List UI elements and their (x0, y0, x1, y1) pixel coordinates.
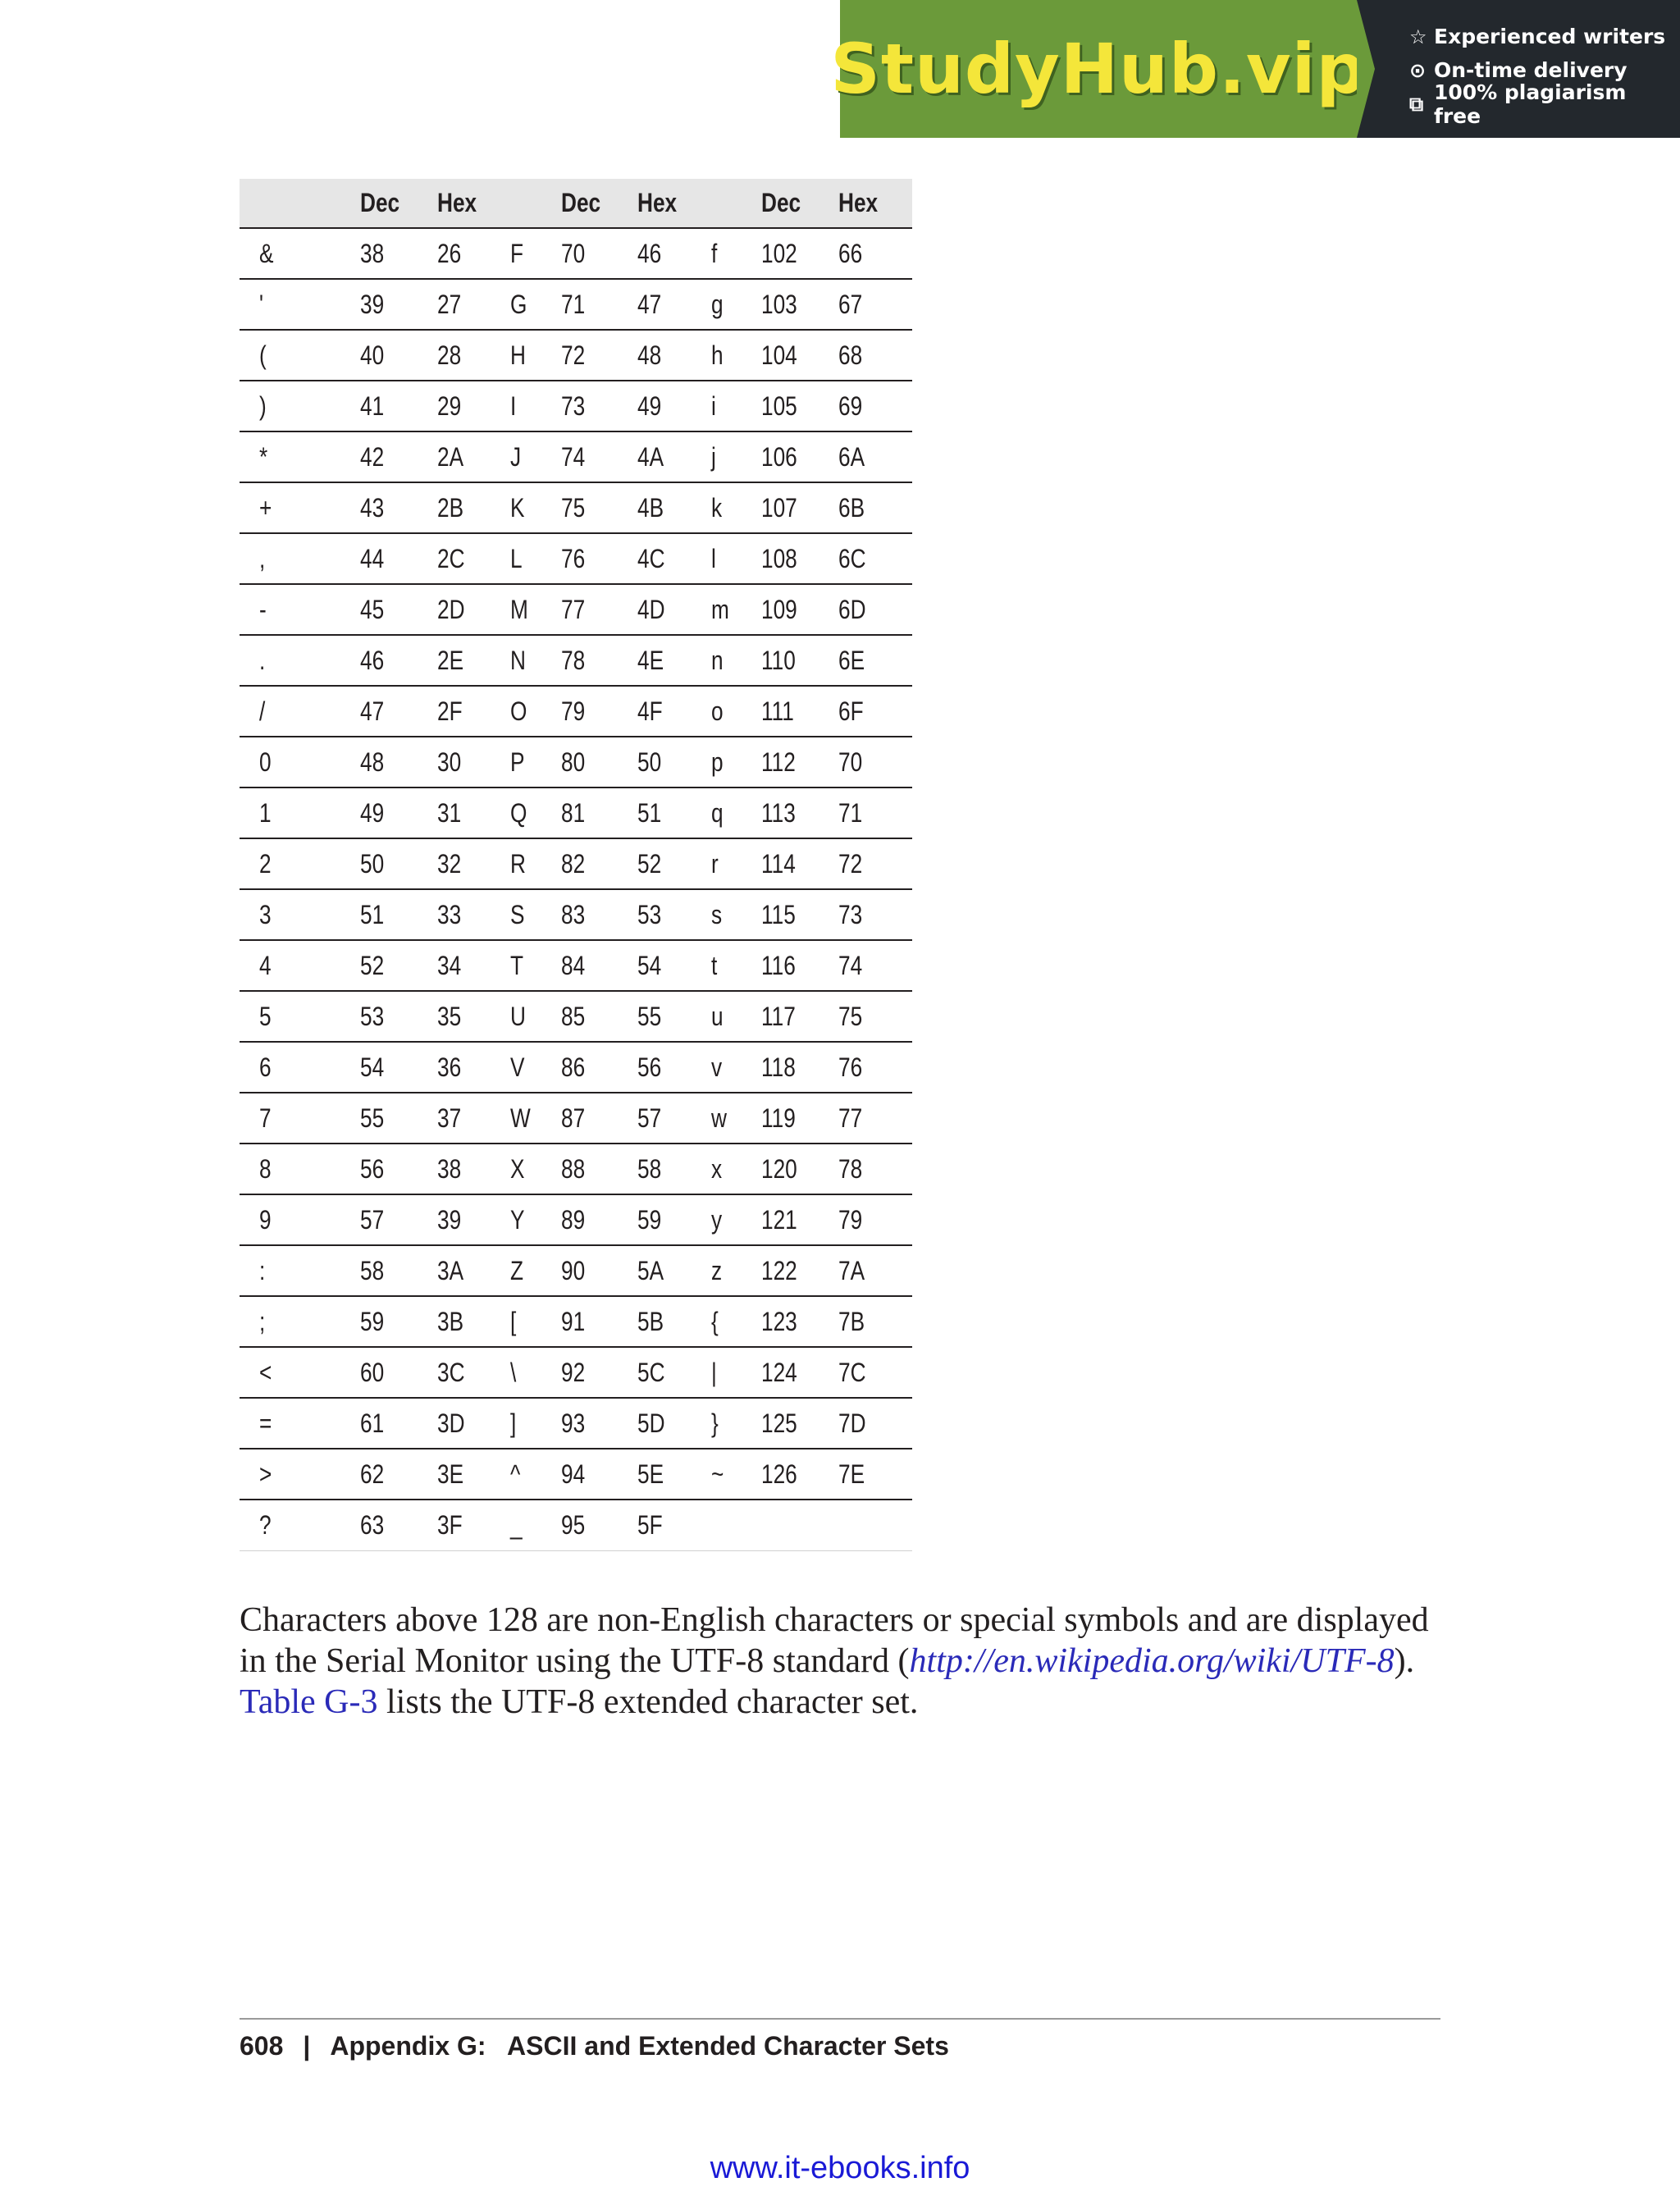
footer-separator: | (303, 2031, 311, 2061)
cell-hex: 5A (637, 1245, 711, 1296)
cell-hex: 34 (437, 940, 511, 991)
cell-dec: 79 (561, 686, 638, 737)
body-paragraph (240, 1600, 1445, 1723)
cell-char: g (711, 279, 761, 330)
cell-hex: 27 (437, 279, 511, 330)
cell-char: P (510, 737, 560, 788)
cell-dec: 73 (561, 381, 638, 431)
cell-dec: 72 (561, 330, 638, 381)
cell-char: ] (510, 1398, 560, 1449)
cell-hex: 6F (838, 686, 912, 737)
column-header-dec: Dec (561, 179, 638, 228)
feature-item (1409, 20, 1680, 53)
table-row (240, 584, 912, 635)
cell-hex: 7B (838, 1296, 912, 1347)
cell-hex (838, 1500, 912, 1550)
cell-hex: 31 (437, 788, 511, 838)
column-header-hex: Hex (838, 179, 912, 228)
cell-dec: 91 (561, 1296, 638, 1347)
cell-dec: 81 (561, 788, 638, 838)
cell-hex: 26 (437, 228, 511, 279)
cell-dec: 45 (360, 584, 437, 635)
cell-char: ~ (711, 1449, 761, 1500)
cell-dec: 92 (561, 1347, 638, 1398)
cell-dec: 46 (360, 635, 437, 686)
cell-char (711, 1500, 761, 1550)
cell-char: 9 (240, 1194, 360, 1245)
cell-char: j (711, 431, 761, 482)
cell-char: ( (240, 330, 360, 381)
cell-dec: 93 (561, 1398, 638, 1449)
cell-dec: 53 (360, 991, 437, 1042)
cell-dec: 77 (561, 584, 638, 635)
cell-char: 2 (240, 838, 360, 889)
cell-hex: 32 (437, 838, 511, 889)
cell-hex: 2E (437, 635, 511, 686)
cell-char: p (711, 737, 761, 788)
cell-char: Z (510, 1245, 560, 1296)
cell-dec: 61 (360, 1398, 437, 1449)
cell-hex: 5E (637, 1449, 711, 1500)
table-g3-link[interactable]: Table G-3 (240, 1683, 378, 1721)
cell-dec: 111 (761, 686, 838, 737)
column-header-dec: Dec (761, 179, 838, 228)
cell-dec: 80 (561, 737, 638, 788)
column-header-dec: Dec (360, 179, 437, 228)
cell-dec: 89 (561, 1194, 638, 1245)
cell-hex: 2A (437, 431, 511, 482)
cell-hex: 46 (637, 228, 711, 279)
feature-item (1409, 80, 1680, 128)
cell-dec: 55 (360, 1093, 437, 1144)
cell-char: < (240, 1347, 360, 1398)
cell-dec: 88 (561, 1144, 638, 1194)
cell-hex: 74 (838, 940, 912, 991)
cell-dec: 44 (360, 533, 437, 584)
cell-hex: 4C (637, 533, 711, 584)
cell-hex: 3F (437, 1500, 511, 1550)
paragraph-text: lists the UTF-8 extended character set. (377, 1683, 919, 1721)
cell-dec: 74 (561, 431, 638, 482)
cell-hex: 5F (637, 1500, 711, 1550)
cell-char: q (711, 788, 761, 838)
cell-dec: 117 (761, 991, 838, 1042)
cell-char: n (711, 635, 761, 686)
cell-dec: 113 (761, 788, 838, 838)
cell-hex: 50 (637, 737, 711, 788)
cell-char: J (510, 431, 560, 482)
table-row (240, 279, 912, 330)
table-row (240, 1296, 912, 1347)
cell-char: . (240, 635, 360, 686)
cell-hex: 75 (838, 991, 912, 1042)
cell-hex: 71 (838, 788, 912, 838)
cell-dec: 118 (761, 1042, 838, 1093)
cell-char: F (510, 228, 560, 279)
cell-hex: 78 (838, 1144, 912, 1194)
cell-hex: 79 (838, 1194, 912, 1245)
cell-char: : (240, 1245, 360, 1296)
table-row (240, 228, 912, 279)
page-footer (240, 2031, 949, 2061)
cell-dec: 52 (360, 940, 437, 991)
cell-dec: 119 (761, 1093, 838, 1144)
cell-dec: 60 (360, 1347, 437, 1398)
brand-logo-text: StudyHub.vip (830, 29, 1367, 109)
cell-hex: 29 (437, 381, 511, 431)
cell-hex: 56 (637, 1042, 711, 1093)
cell-hex: 76 (838, 1042, 912, 1093)
cell-hex: 3A (437, 1245, 511, 1296)
cell-dec: 105 (761, 381, 838, 431)
copy-icon: ⧉ (1409, 92, 1424, 116)
cell-char: - (240, 584, 360, 635)
cell-dec: 50 (360, 838, 437, 889)
star-icon: ☆ (1409, 25, 1427, 48)
cell-hex: 6E (838, 635, 912, 686)
cell-hex: 5D (637, 1398, 711, 1449)
cell-char: 3 (240, 889, 360, 940)
cell-dec: 103 (761, 279, 838, 330)
cell-char: [ (510, 1296, 560, 1347)
cell-hex: 73 (838, 889, 912, 940)
table-row (240, 1398, 912, 1449)
table-row (240, 533, 912, 584)
cell-char: 4 (240, 940, 360, 991)
cell-char: + (240, 482, 360, 533)
cell-dec: 54 (360, 1042, 437, 1093)
cell-dec: 104 (761, 330, 838, 381)
cell-char: | (711, 1347, 761, 1398)
cell-char: Y (510, 1194, 560, 1245)
cell-char: 6 (240, 1042, 360, 1093)
cell-hex: 7A (838, 1245, 912, 1296)
cell-dec: 123 (761, 1296, 838, 1347)
cell-dec: 39 (360, 279, 437, 330)
cell-char: ^ (510, 1449, 560, 1500)
cell-char: L (510, 533, 560, 584)
promo-banner[interactable] (830, 0, 1680, 138)
cell-hex: 2D (437, 584, 511, 635)
cell-dec: 83 (561, 889, 638, 940)
cell-hex: 35 (437, 991, 511, 1042)
utf8-url-link[interactable]: http://en.wikipedia.org/wiki/UTF-8 (909, 1642, 1395, 1680)
cell-dec: 102 (761, 228, 838, 279)
cell-hex: 30 (437, 737, 511, 788)
cell-dec: 110 (761, 635, 838, 686)
cell-hex: 53 (637, 889, 711, 940)
cell-dec: 75 (561, 482, 638, 533)
cell-hex: 2B (437, 482, 511, 533)
paragraph-text: Characters above 128 are non-English characters or special symbols and are displayed in the Serial Monitor using the UTF-8 standard ( (240, 1601, 1429, 1680)
cell-char: O (510, 686, 560, 737)
cell-hex: 6C (838, 533, 912, 584)
cell-char: M (510, 584, 560, 635)
cell-dec: 114 (761, 838, 838, 889)
cell-dec: 94 (561, 1449, 638, 1500)
cell-hex: 6D (838, 584, 912, 635)
cell-hex: 7E (838, 1449, 912, 1500)
cell-dec: 116 (761, 940, 838, 991)
cell-dec: 86 (561, 1042, 638, 1093)
table-row (240, 889, 912, 940)
cell-char: o (711, 686, 761, 737)
cell-char: ) (240, 381, 360, 431)
column-header-hex: Hex (437, 179, 511, 228)
cell-char: S (510, 889, 560, 940)
cell-hex: 57 (637, 1093, 711, 1144)
cell-dec: 106 (761, 431, 838, 482)
cell-dec: 49 (360, 788, 437, 838)
cell-hex: 4A (637, 431, 711, 482)
table-row (240, 1042, 912, 1093)
cell-dec: 126 (761, 1449, 838, 1500)
cell-dec: 71 (561, 279, 638, 330)
cell-char: X (510, 1144, 560, 1194)
cell-char: ' (240, 279, 360, 330)
cell-dec: 108 (761, 533, 838, 584)
cell-dec: 125 (761, 1398, 838, 1449)
feature-label: Experienced writers (1434, 25, 1666, 48)
brand-block (830, 0, 1367, 138)
cell-dec: 48 (360, 737, 437, 788)
cell-hex: 4D (637, 584, 711, 635)
cell-char: = (240, 1398, 360, 1449)
cell-dec: 58 (360, 1245, 437, 1296)
table-row (240, 838, 912, 889)
cell-hex: 55 (637, 991, 711, 1042)
cell-dec: 41 (360, 381, 437, 431)
table-row (240, 482, 912, 533)
cell-dec: 107 (761, 482, 838, 533)
cell-hex: 68 (838, 330, 912, 381)
clock-icon: ⊙ (1409, 58, 1427, 82)
table-row (240, 381, 912, 431)
cell-char: > (240, 1449, 360, 1500)
cell-hex: 4B (637, 482, 711, 533)
cell-char: l (711, 533, 761, 584)
table-row (240, 1093, 912, 1144)
table-row (240, 1347, 912, 1398)
feature-list (1357, 0, 1680, 138)
cell-hex: 66 (838, 228, 912, 279)
cell-hex: 51 (637, 788, 711, 838)
cell-dec: 76 (561, 533, 638, 584)
cell-hex: 5B (637, 1296, 711, 1347)
ascii-table (240, 179, 912, 1551)
cell-dec: 120 (761, 1144, 838, 1194)
cell-dec: 62 (360, 1449, 437, 1500)
cell-char: W (510, 1093, 560, 1144)
column-header-char (711, 179, 761, 228)
table-row (240, 1194, 912, 1245)
cell-hex: 52 (637, 838, 711, 889)
cell-char: t (711, 940, 761, 991)
cell-dec: 112 (761, 737, 838, 788)
cell-char: Q (510, 788, 560, 838)
cell-char: s (711, 889, 761, 940)
cell-char: * (240, 431, 360, 482)
cell-char: K (510, 482, 560, 533)
cell-hex: 7D (838, 1398, 912, 1449)
cell-char: x (711, 1144, 761, 1194)
cell-char: _ (510, 1500, 560, 1550)
cell-hex: 47 (637, 279, 711, 330)
cell-hex: 39 (437, 1194, 511, 1245)
cell-char: m (711, 584, 761, 635)
cell-dec (761, 1500, 838, 1550)
column-header-hex: Hex (637, 179, 711, 228)
cell-hex: 2F (437, 686, 511, 737)
cell-hex: 48 (637, 330, 711, 381)
cell-char: w (711, 1093, 761, 1144)
cell-dec: 87 (561, 1093, 638, 1144)
feature-label: 100% plagiarism free (1433, 80, 1627, 128)
cell-hex: 4E (637, 635, 711, 686)
cell-char: G (510, 279, 560, 330)
cell-dec: 82 (561, 838, 638, 889)
cell-dec: 78 (561, 635, 638, 686)
cell-char: ? (240, 1500, 360, 1550)
cell-hex: 28 (437, 330, 511, 381)
cell-hex: 4F (637, 686, 711, 737)
cell-dec: 59 (360, 1296, 437, 1347)
table-row (240, 635, 912, 686)
cell-dec: 42 (360, 431, 437, 482)
cell-hex: 3E (437, 1449, 511, 1500)
cell-dec: 40 (360, 330, 437, 381)
cell-char: R (510, 838, 560, 889)
cell-char: I (510, 381, 560, 431)
cell-hex: 49 (637, 381, 711, 431)
feature-label: On-time delivery (1434, 58, 1628, 82)
table-row (240, 1245, 912, 1296)
cell-char: \ (510, 1347, 560, 1398)
cell-dec: 51 (360, 889, 437, 940)
table-row (240, 1449, 912, 1500)
cell-dec: 90 (561, 1245, 638, 1296)
cell-hex: 3C (437, 1347, 511, 1398)
cell-dec: 84 (561, 940, 638, 991)
cell-hex: 67 (838, 279, 912, 330)
cell-hex: 59 (637, 1194, 711, 1245)
table-row (240, 991, 912, 1042)
cell-hex: 38 (437, 1144, 511, 1194)
cell-hex: 7C (838, 1347, 912, 1398)
table-body (240, 228, 912, 1550)
cell-dec: 124 (761, 1347, 838, 1398)
cell-dec: 47 (360, 686, 437, 737)
cell-dec: 63 (360, 1500, 437, 1550)
cell-char: v (711, 1042, 761, 1093)
table-row (240, 940, 912, 991)
cell-char: } (711, 1398, 761, 1449)
cell-hex: 58 (637, 1144, 711, 1194)
watermark-link[interactable]: www.it-ebooks.info (710, 2151, 970, 2185)
cell-char: H (510, 330, 560, 381)
table-row (240, 1500, 912, 1550)
cell-char: 0 (240, 737, 360, 788)
cell-char: h (711, 330, 761, 381)
cell-char: y (711, 1194, 761, 1245)
paragraph-text: ). (1394, 1642, 1415, 1680)
cell-char: T (510, 940, 560, 991)
table-row (240, 330, 912, 381)
cell-dec: 70 (561, 228, 638, 279)
cell-dec: 56 (360, 1144, 437, 1194)
table-row (240, 788, 912, 838)
cell-char: { (711, 1296, 761, 1347)
cell-hex: 2C (437, 533, 511, 584)
chapter-title: Appendix G: ASCII and Extended Character Sets (330, 2031, 949, 2061)
page-number: 608 (240, 2031, 284, 2061)
cell-hex: 72 (838, 838, 912, 889)
cell-hex: 37 (437, 1093, 511, 1144)
cell-char: z (711, 1245, 761, 1296)
cell-char: u (711, 991, 761, 1042)
cell-dec: 95 (561, 1500, 638, 1550)
cell-char: N (510, 635, 560, 686)
cell-char: f (711, 228, 761, 279)
cell-char: V (510, 1042, 560, 1093)
cell-hex: 3B (437, 1296, 511, 1347)
cell-hex: 6A (838, 431, 912, 482)
cell-char: ; (240, 1296, 360, 1347)
cell-char: , (240, 533, 360, 584)
table-row (240, 686, 912, 737)
column-header-char (510, 179, 560, 228)
cell-dec: 122 (761, 1245, 838, 1296)
cell-dec: 115 (761, 889, 838, 940)
cell-hex: 33 (437, 889, 511, 940)
cell-char: 1 (240, 788, 360, 838)
cell-char: i (711, 381, 761, 431)
cell-dec: 109 (761, 584, 838, 635)
cell-char: & (240, 228, 360, 279)
cell-dec: 121 (761, 1194, 838, 1245)
cell-hex: 36 (437, 1042, 511, 1093)
cell-dec: 43 (360, 482, 437, 533)
table-row (240, 431, 912, 482)
cell-char: U (510, 991, 560, 1042)
table-header-row (240, 179, 912, 228)
cell-char: 5 (240, 991, 360, 1042)
column-header-char (240, 179, 360, 228)
cell-hex: 5C (637, 1347, 711, 1398)
cell-char: r (711, 838, 761, 889)
table-row (240, 737, 912, 788)
cell-char: k (711, 482, 761, 533)
cell-char: 7 (240, 1093, 360, 1144)
cell-hex: 69 (838, 381, 912, 431)
cell-dec: 57 (360, 1194, 437, 1245)
cell-hex: 77 (838, 1093, 912, 1144)
cell-hex: 70 (838, 737, 912, 788)
cell-hex: 6B (838, 482, 912, 533)
cell-dec: 85 (561, 991, 638, 1042)
cell-hex: 54 (637, 940, 711, 991)
cell-char: 8 (240, 1144, 360, 1194)
footer-divider (240, 2018, 1440, 2020)
cell-char: / (240, 686, 360, 737)
cell-dec: 38 (360, 228, 437, 279)
cell-hex: 3D (437, 1398, 511, 1449)
table-row (240, 1144, 912, 1194)
